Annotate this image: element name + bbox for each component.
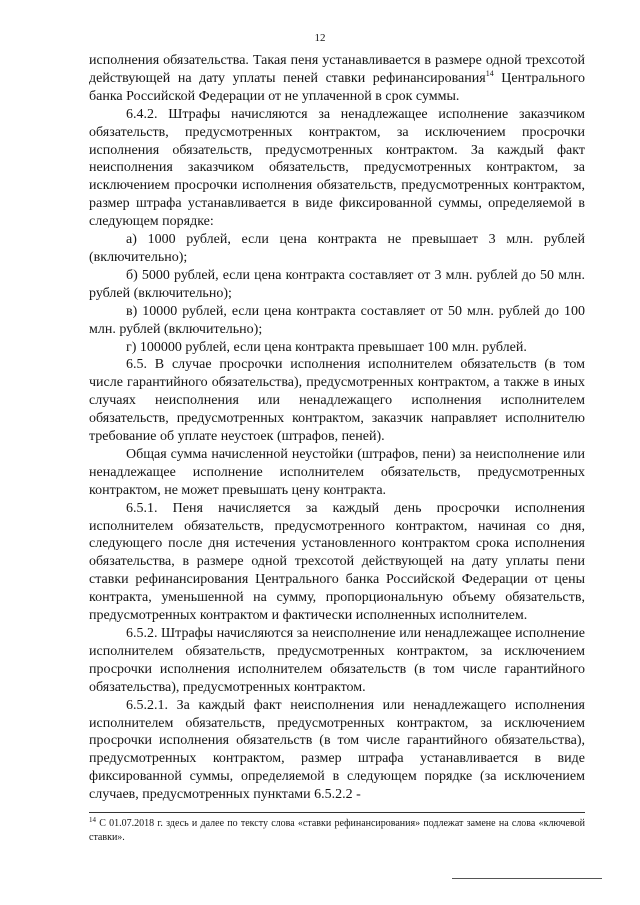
paragraph-6-5-1: 6.5.1. Пеня начисляется за каждый день просрочки исполнения исполнителем обязательств, предусмотренного контрактом, начиная со дня, следующего после дня истечения установленного контрактом срока исполнения обязательства, в размере одной трехсотой действующей на дату уплаты пени ставки рефинансирования Центрального банка Российской Федерации от цены контракта, уменьшенной на сумму, пропорциональную объему обязательств, предусмотренных контрактом и фактически исполненных исполнителем. [89, 500, 585, 624]
paragraph-text-tail: Центрального банка Российской Федерации от не уплаченной в срок суммы. [89, 70, 585, 104]
list-item-a: а) 1000 рублей, если цена контракта не превышает 3 млн. рублей (включительно); [89, 232, 585, 265]
page-number: 12 [314, 32, 326, 44]
list-item-b: б) 5000 рублей, если цена контракта составляет от 3 млн. рублей до 50 млн. рублей (включительно); [89, 267, 585, 301]
document-body [89, 52, 585, 804]
paragraph-6-4-2: 6.4.2. Штрафы начисляются за ненадлежащее исполнение заказчиком обязательств, предусмотренных контрактом, за исключением просрочки исполнения обязательств, предусмотренных контрактом. За каждый факт неисполнения заказчиком обязательств, предусмотренных контрактом, за исключением просрочки исполнения обязательств, предусмотренных контрактом, размер штрафа устанавливается в виде фиксированной суммы, определяемой в следующем порядке: [89, 106, 585, 230]
footnote-text: С 01.07.2018 г. здесь и далее по тексту слова «ставки рефинансирования» подлежат замене на слова «ключевой ставки». [89, 818, 585, 843]
paragraph-text: исполнения обязательства. Такая пеня устанавливается в размере одной трехсотой действующей на дату уплаты пеней ставки рефинансирования [89, 53, 585, 86]
paragraph-6-5: 6.5. В случае просрочки исполнения исполнителем обязательств (в том числе гарантийного обязательства), предусмотренных контрактом, а также в иных случаях неисполнения или ненадлежащего исполнения исполнителем обязательств, предусмотренных контрактом, заказчик направляет исполнителю требование об уплате неустоек (штрафов, пеней). [89, 357, 585, 445]
paragraph-continuation [89, 52, 585, 106]
bottom-scan-line [452, 878, 602, 879]
footnote-reference: 14 [485, 68, 494, 78]
list-item-v: в) 10000 рублей, если цена контракта составляет от 50 млн. рублей до 100 млн. рублей (включительно); [89, 303, 585, 337]
paragraph-6-5-2-1: 6.5.2.1. За каждый факт неисполнения или ненадлежащего исполнения исполнителем обязательств, предусмотренных контрактом, за исключением просрочки исполнения обязательств (в том числе гарантийного обязательства), предусмотренных контрактом, размер штрафа устанавливается в виде фиксированной суммы, определяемой в следующем порядке (за исключением случаев, предусмотренных пунктами 6.5.2.2 - [89, 697, 585, 803]
paragraph-total-penalty: Общая сумма начисленной неустойки (штрафов, пени) за неисполнение или ненадлежащее исполнение исполнителем обязательств, предусмотренных контрактом, не может превышать цену контракта. [89, 446, 585, 498]
footnote-mark: 14 [89, 816, 96, 824]
footnote [89, 817, 585, 844]
paragraph-6-5-2: 6.5.2. Штрафы начисляются за неисполнение или ненадлежащее исполнение исполнителем обязательств, предусмотренных контрактом, за исключением просрочки исполнения исполнителем обязательств (в том числе гарантийного обязательства), предусмотренных контрактом. [89, 626, 585, 695]
footnote-divider [89, 812, 585, 813]
list-item-g: г) 100000 рублей, если цена контракта превышает 100 млн. рублей. [126, 339, 527, 355]
